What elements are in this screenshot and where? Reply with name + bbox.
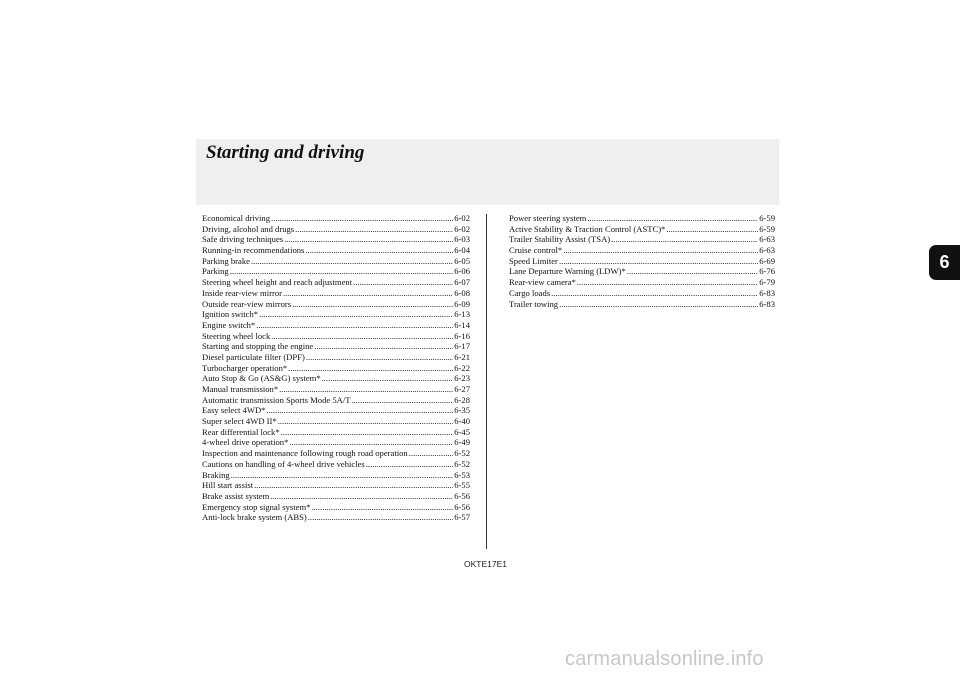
toc-entry-page: 6-02 [454, 223, 470, 234]
toc-entry-label: Outside rear-view mirrors [202, 298, 292, 309]
toc-left-column [202, 213, 470, 523]
toc-leader-dots [666, 224, 758, 235]
toc-leader-dots [559, 299, 758, 310]
toc-entry-label: Hill start assist [202, 480, 254, 491]
toc-leader-dots [314, 341, 453, 352]
toc-entry-label: Economical driving [202, 213, 271, 223]
chapter-header [196, 139, 779, 205]
toc-entry-page: 6-59 [759, 213, 775, 223]
toc-entry-label: Ignition switch* [202, 309, 259, 320]
toc-entry[interactable] [202, 224, 470, 235]
chapter-title: Starting and driving [206, 142, 365, 163]
toc-entry[interactable] [509, 277, 775, 288]
toc-entry-page: 6-56 [454, 501, 470, 512]
toc-leader-dots [351, 395, 453, 406]
toc-entry-label: Rear differential lock* [202, 426, 280, 437]
toc-entry-page: 6-04 [454, 245, 470, 256]
toc-entry-label: Active Stability & Traction Control (ASTC)* [509, 223, 666, 234]
column-divider [486, 214, 487, 549]
toc-entry-page: 6-83 [759, 287, 775, 298]
toc-entry[interactable] [509, 288, 775, 299]
toc-entry-label: Driving, alcohol and drugs [202, 223, 295, 234]
toc-entry-label: Parking [202, 266, 229, 277]
toc-leader-dots [563, 245, 758, 256]
toc-entry-page: 6-63 [759, 234, 775, 245]
toc-entry[interactable] [202, 288, 470, 299]
toc-entry-page: 6-35 [454, 405, 470, 416]
toc-entry[interactable] [202, 256, 470, 267]
toc-leader-dots [308, 512, 453, 523]
toc-entry[interactable] [202, 331, 470, 342]
toc-leader-dots [559, 256, 758, 267]
toc-entry[interactable] [202, 363, 470, 374]
toc-entry-page: 6-53 [454, 469, 470, 480]
toc-entry-page: 6-09 [454, 298, 470, 309]
toc-entry[interactable] [202, 213, 470, 224]
toc-entry-page: 6-28 [454, 394, 470, 405]
toc-entry[interactable] [202, 470, 470, 481]
toc-leader-dots [251, 256, 453, 267]
toc-entry-label: Cargo loads [509, 287, 551, 298]
toc-entry-label: Lane Departure Warning (LDW)* [509, 266, 626, 277]
toc-entry-page: 6-07 [454, 277, 470, 288]
toc-entry[interactable] [202, 405, 470, 416]
toc-leader-dots [266, 405, 453, 416]
toc-entry-label: Auto Stop & Go (AS&G) system* [202, 373, 321, 384]
toc-leader-dots [577, 277, 758, 288]
toc-entry-page: 6-13 [454, 309, 470, 320]
toc-leader-dots [283, 288, 453, 299]
toc-entry[interactable] [202, 341, 470, 352]
toc-leader-dots [271, 213, 453, 224]
toc-entry-page: 6-55 [454, 480, 470, 491]
toc-entry-label: Speed Limiter [509, 255, 558, 266]
toc-entry-page: 6-83 [759, 298, 775, 309]
toc-entry[interactable] [202, 459, 470, 470]
toc-entry-label: Inside rear-view mirror [202, 287, 282, 298]
toc-entry-label: Power steering system [509, 213, 587, 223]
toc-entry[interactable] [509, 234, 775, 245]
toc-entry-label: Safe driving techniques [202, 234, 284, 245]
toc-entry-page: 6-05 [454, 255, 470, 266]
toc-entry-page: 6-57 [454, 512, 470, 523]
toc-entry-page: 6-59 [759, 223, 775, 234]
toc-entry-page: 6-14 [454, 319, 470, 330]
toc-leader-dots [256, 320, 453, 331]
toc-right-column [509, 213, 775, 309]
toc-entry-label: Easy select 4WD* [202, 405, 266, 416]
toc-entry-label: Emergency stop signal system* [202, 501, 311, 512]
toc-leader-dots [305, 245, 453, 256]
toc-leader-dots [366, 459, 453, 470]
toc-entry-label: Rear-view camera* [509, 277, 576, 288]
toc-leader-dots [281, 427, 454, 438]
toc-entry[interactable] [509, 256, 775, 267]
toc-entry[interactable] [202, 427, 470, 438]
toc-entry-page: 6-02 [454, 213, 470, 223]
toc-entry[interactable] [509, 266, 775, 277]
toc-leader-dots [311, 502, 453, 513]
chapter-tab[interactable] [929, 245, 960, 280]
toc-entry[interactable] [202, 502, 470, 513]
toc-entry-label: 4-wheel drive operation* [202, 437, 289, 448]
toc-leader-dots [278, 416, 454, 427]
toc-leader-dots [409, 448, 454, 459]
toc-entry-label: Automatic transmission Sports Mode 5A/T [202, 394, 351, 405]
toc-entry[interactable] [509, 299, 775, 310]
toc-leader-dots [259, 309, 453, 320]
toc-leader-dots [292, 299, 453, 310]
toc-leader-dots [231, 470, 454, 481]
toc-leader-dots [551, 288, 758, 299]
toc-leader-dots [289, 437, 453, 448]
toc-leader-dots [353, 277, 453, 288]
toc-entry-label: Engine switch* [202, 319, 256, 330]
toc-entry-label: Starting and stopping the engine [202, 341, 314, 352]
toc-entry-page: 6-16 [454, 330, 470, 341]
toc-entry[interactable] [202, 448, 470, 459]
toc-entry-page: 6-76 [759, 266, 775, 277]
toc-entry-label: Running-in recommendations [202, 245, 305, 256]
document-code: OKTE17E1 [464, 559, 507, 569]
toc-entry[interactable] [509, 213, 775, 224]
toc-entry[interactable] [202, 416, 470, 427]
toc-entry-page: 6-52 [454, 458, 470, 469]
toc-entry-page: 6-27 [454, 384, 470, 394]
toc-entry-page: 6-49 [454, 437, 470, 448]
toc-leader-dots [587, 213, 758, 224]
toc-entry[interactable] [509, 245, 775, 256]
toc-entry-label: Trailer towing [509, 298, 559, 309]
toc-entry-label: Turbocharger operation* [202, 362, 288, 373]
toc-entry-label: Trailer Stability Assist (TSA) [509, 234, 611, 245]
toc-entry-label: Manual transmission* [202, 384, 279, 394]
toc-entry-label: Steering wheel height and reach adjustment [202, 277, 353, 288]
toc-leader-dots [230, 266, 454, 277]
toc-entry-label: Inspection and maintenance following rough road operation [202, 448, 408, 459]
toc-entry[interactable] [202, 437, 470, 448]
toc-leader-dots [279, 384, 453, 395]
watermark-text: carmanualsonline.info [565, 648, 764, 670]
toc-entry-page: 6-23 [454, 373, 470, 384]
toc-entry-label: Braking [202, 469, 230, 480]
toc-entry-page: 6-03 [454, 234, 470, 245]
toc-entry[interactable] [202, 352, 470, 363]
toc-entry-label: Super select 4WD II* [202, 416, 277, 427]
toc-leader-dots [271, 331, 453, 342]
toc-entry-label: Brake assist system [202, 490, 270, 501]
toc-leader-dots [611, 234, 758, 245]
toc-entry[interactable] [202, 277, 470, 288]
toc-leader-dots [627, 266, 758, 277]
toc-leader-dots [284, 234, 453, 245]
toc-entry[interactable] [202, 309, 470, 320]
toc-leader-dots [270, 491, 453, 502]
toc-leader-dots [254, 480, 453, 491]
toc-entry-page: 6-63 [759, 245, 775, 256]
chapter-tab-number: 6 [939, 252, 950, 272]
toc-entry[interactable] [202, 299, 470, 310]
toc-entry-label: Diesel particulate filter (DPF) [202, 351, 305, 362]
toc-entry-label: Anti-lock brake system (ABS) [202, 512, 307, 523]
toc-entry-label: Steering wheel lock [202, 330, 271, 341]
toc-entry[interactable] [202, 373, 470, 384]
toc-entry[interactable] [202, 480, 470, 491]
toc-entry-label: Cautions on handling of 4-wheel drive vehicles [202, 458, 365, 469]
toc-entry-page: 6-45 [454, 426, 470, 437]
toc-entry[interactable] [202, 234, 470, 245]
toc-entry-label: Parking brake [202, 255, 250, 266]
toc-entry-page: 6-21 [454, 351, 470, 362]
toc-entry-label: Cruise control* [509, 245, 563, 256]
toc-entry[interactable] [202, 266, 470, 277]
toc-entry[interactable] [202, 320, 470, 331]
toc-entry-page: 6-40 [454, 416, 470, 427]
toc-entry-page: 6-06 [454, 266, 470, 277]
toc-entry[interactable] [202, 395, 470, 406]
toc-entry-page: 6-17 [454, 341, 470, 352]
toc-entry[interactable] [202, 245, 470, 256]
toc-entry-page: 6-79 [759, 277, 775, 288]
toc-leader-dots [288, 363, 453, 374]
toc-entry[interactable] [202, 512, 470, 523]
toc-entry[interactable] [202, 491, 470, 502]
toc-leader-dots [322, 373, 454, 384]
toc-entry[interactable] [509, 224, 775, 235]
toc-entry-page: 6-22 [454, 362, 470, 373]
toc-leader-dots [295, 224, 453, 235]
toc-entry[interactable] [202, 384, 470, 395]
toc-leader-dots [306, 352, 453, 363]
toc-entry-page: 6-56 [454, 490, 470, 501]
toc-entry-page: 6-52 [454, 448, 470, 459]
toc-entry-page: 6-08 [454, 287, 470, 298]
toc-entry-page: 6-69 [759, 255, 775, 266]
